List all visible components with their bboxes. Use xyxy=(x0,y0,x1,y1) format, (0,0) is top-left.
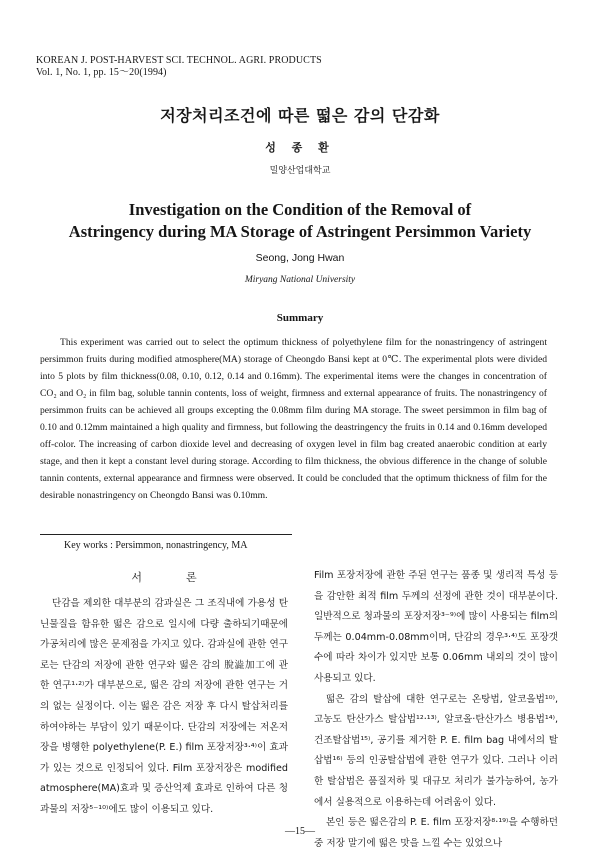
english-title xyxy=(0,199,600,243)
right-column-paragraph-1: Film 포장저장에 관한 주된 연구는 품종 및 생리적 특성 등을 감안한 최적 film 두께의 선정에 관한 것이 대부분이다. 일반적으로 청과물의 포장저장³⁻⁹⁾에 많이 사용되는 film의 두께는 0.04mm-0.08mm이며, 단감의 경우³·⁴⁾도 포장갯수에 따라 차이가 있지만 보통 0.06mm 내외의 것이 많이 사용되고 있다. xyxy=(314,570,558,684)
korean-title: 저장처리조건에 따른 떫은 감의 단감화 xyxy=(160,106,440,125)
right-column-paragraph-3: 본인 등은 떫은감의 P. E. film 포장저장⁸·¹⁹⁾을 수행하던 중 저장 말기에 떫은 맛을 느낄 수는 있었으나 xyxy=(314,817,558,849)
english-title-line1: Investigation on the Condition of the Removal of xyxy=(128,200,472,219)
section-heading-introduction: 서론 xyxy=(131,571,241,584)
english-title-line2: Astringency during MA Storage of Astringent Persimmon Variety xyxy=(68,222,532,241)
english-affiliation: Miryang National University xyxy=(244,275,356,285)
korean-author: 성 종 환 xyxy=(265,141,335,154)
right-column xyxy=(314,566,558,854)
page-number: —15— xyxy=(285,826,315,837)
korean-affiliation: 밀양산업대학교 xyxy=(269,166,331,176)
journal-header xyxy=(36,55,322,79)
journal-name: KOREAN J. POST-HARVEST SCI. TECHNOL. AGRI. PRODUCTS xyxy=(36,55,322,66)
journal-volume: Vol. 1, No. 1, pp. 15～20(1994) xyxy=(36,67,167,78)
summary-text: This experiment was carried out to select the optimum thickness of polyethylene film for the nonastringency of astringent persimmon fruits during modified atmosphere(MA) storage of Cheongdo Bansi kept at 0℃. The experimental plots were divided into 5 plots by film thickness(0.08, 0.10, 0.12, 0.14 and 0.16mm). The experimental items were the changes in concentration of CO₂ and O₂ in film bag, soluble tannin contents, loss of weight, firmness and external appearance of fruits. The nonastringency of persimmon fruits can be achieved all groups excepting the 0.08mm film during MA storage. The sweet persimmon in film bag of 0.10 and 0.12mm maintained a high quality and firmness, but following the deastringency the fruits in 0.14 and 0.16mm developed off-color. The increasing of carbon dioxide level and decreasing of oxygen level in film bag created anaerobic condition at early stage, and then it kept a constant level during storage. According to film thickness, the obvious difference in the change of soluble tannin contents, external appearance and firmness were observed. It could be concluded that the optimum thickness of film for the desirable nonastringency on Cheongdo Bansi was 0.10mm. xyxy=(40,337,547,501)
left-column-text: 단감을 제외한 대부분의 감과실은 그 조직내에 가용성 탄닌물질을 함유한 떫은 감으로 일시에 다량 출하되기때문에 가공처리에 많은 문제점을 가지고 있다. 감과실에 관한 연구로는 단감의 저장에 관한 연구와 떫은 감의 脫澁加工에 관한 연구¹·²⁾가 대부분으로, 떫은 감의 저장에 관한 연구는 거의 없는 실정이다. 이는 떫은 감은 저장 후 다시 탈삽처리를 하여야하는 부담이 있기 때문이다. 단감의 저장에는 저온저장을 병행한 polyethylene(P. E.) film 포장저장³·⁴⁾이 효과가 있는 것으로 인정되어 있다. Film 포장저장은 modified atmosphere(MA)효과 및 증산억제 효과로 인하여 다른 청과물의 저장⁵⁻¹⁰⁾에도 많이 이용되고 있다. xyxy=(40,598,288,815)
keywords-divider xyxy=(40,534,292,535)
english-author: Seong, Jong Hwan xyxy=(255,252,345,264)
keywords: Key works : Persimmon, nonastringency, MA xyxy=(64,540,248,551)
right-column-paragraph-2: 떫은 감의 탈삽에 대한 연구로는 온탕법, 알코올법¹⁰⁾, 고농도 탄산가스 탈삽법¹²·¹³⁾, 알코올·탄산가스 병용법¹⁴⁾, 건조탈삽법¹⁵⁾, 공기를 제거한 P. E. film bag 내에서의 탈삽법¹⁶⁾ 등의 인공탈삽법에 관한 연구가 있다. 그러나 이러한 탈삽법은 품질저하 및 대규모 처리가 불가능하여, 농가에서 실용적으로 이용하는데 어려움이 있다. xyxy=(314,693,558,808)
summary-heading: Summary xyxy=(276,312,324,324)
